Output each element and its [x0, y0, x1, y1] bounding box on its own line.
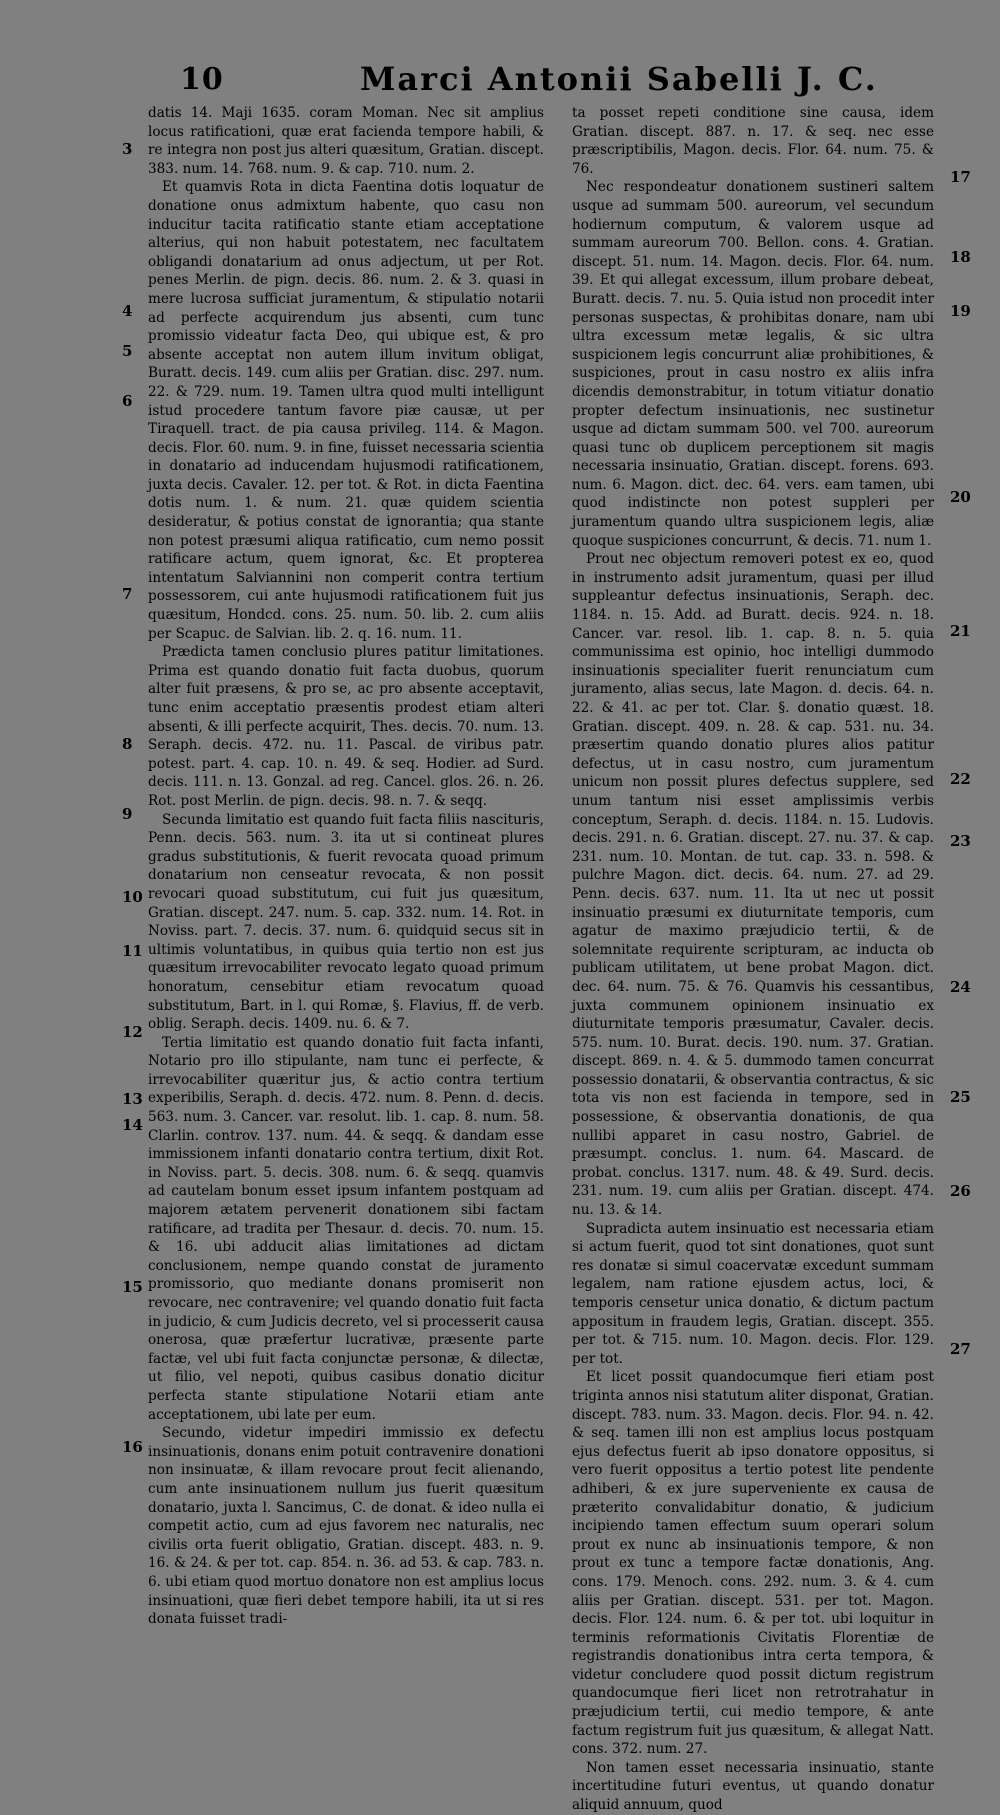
page-number: 10	[180, 62, 224, 97]
margin-marker-right: 19	[950, 302, 971, 320]
right-paragraph-4: Supradicta autem insinuatio est necessaria etiam si actum fuerit, quod tot sint donationes, quot sunt res donatæ si simul coacervatæ excedunt summam legalem, nam ratione ejusdem actus, loci, & temporis censetur unica donatio, & dictum pactum appositum in fraudem legis, Gratian. discept. 355. per tot. & 715. num. 10. Magon. decis. Flor. 129. per tot.	[572, 1220, 934, 1367]
margin-marker-left: 7	[122, 585, 133, 603]
margin-marker-left: 9	[122, 805, 133, 823]
margin-marker-left: 3	[122, 140, 133, 158]
right-column	[572, 104, 934, 1815]
left-paragraph-1: datis 14. Maji 1635. coram Moman. Nec sit amplius locus ratificationi, quæ erat facienda tempore habili, & re integra non post jus alteri quæsitum, Gratian. discept. 383. num. 14. 768. num. 9. & cap. 710. num. 2.	[148, 105, 544, 177]
margin-marker-right: 22	[950, 770, 971, 788]
right-paragraph-5: Et licet possit quandocumque fieri etiam post triginta annos nisi statutum aliter disponat, Gratian. discept. 783. num. 33. Magon. decis. Flor. 94. n. 42. & seq. tamen illi non est amplius locus postquam ejus defectus fuerit ab ipso donatore oppositus, si vero fuerit oppositus a tertio potest lite pendente adhiberi, & ex jure superveniente ex causa de præterito convalidabitur donatio, & judicium incipiendo tamen effectum suum operari solum prout ex nunc ab insinuationis tempore, & non prout ex tunc a tempore factæ donationis, Ang. cons. 179. Menoch. cons. 292. num. 3. & 4. cum aliis per Gratian. discept. 531. per tot. Magon. decis. Flor. 124. num. 6. & per tot. ubi loquitur in terminis reformationis Civitatis Florentiæ de registrandis donationibus intra certa tempora, & videtur concludere quod possit dictum registrum quandocumque fieri licet non retrotrahatur in præjudicium tertii, cui medio tempore, & ante factum registrum fuit jus quæsitum, & allegat Natt. cons. 372. num. 27.	[572, 1369, 934, 1758]
margin-marker-left: 14	[122, 1116, 143, 1134]
margin-marker-left: 10	[122, 888, 143, 906]
margin-marker-right: 21	[950, 622, 971, 640]
margin-marker-left: 15	[122, 1278, 143, 1296]
margin-marker-left: 12	[122, 1023, 143, 1041]
left-paragraph-2: Et quamvis Rota in dicta Faentina dotis loquatur de donatione onus admixtum habente, quo casu non inducitur tacita ratificatio stante etiam acceptatione alterius, qui non habuit potestatem, nec facultatem obligandi donatarium ad onus adjectum, ut per Rot. penes Merlin. de pign. decis. 86. num. 2. & 3. quasi in mere lucrosa sufficiat juramentum, & stipulatio notarii ad perfecte acquirendum jus absenti, cum tunc promissio videatur facta Deo, qui ubique est, & pro absente acceptat non autem illum invitum obligat, Buratt. decis. 149. cum aliis per Gratian. disc. 297. num. 22. & 729. num. 19. Tamen ultra quod multi intelligunt istud procedere tantum favore piæ causæ, ut per Tiraquell. tract. de pia causa privileg. 114. & Magon. decis. Flor. 60. num. 9. in fine, fuisset necessaria scientia in donatario ad inducendam hujusmodi ratificationem, juxta decis. Cavaler. 12. per tot. & Rot. in dicta Faentina dotis num. 1. & num. 21. quæ quidem scientia desideratur, & potius constat de ignorantia; qua stante non potest præsumi aliqua ratificatio, cum nemo possit ratificare actum, quem ignorat, &c. Et propterea intentatum Salviannini non comperit contra tertium possessorem, cui ante hujusmodi ratificationem fuit jus quæsitum, Hondcd. cons. 25. num. 50. lib. 2. cum aliis per Scapuc. de Salvian. lib. 2. q. 16. num. 11.	[148, 179, 544, 642]
margin-marker-right: 18	[950, 248, 971, 266]
left-column	[148, 104, 544, 1629]
margin-marker-left: 8	[122, 735, 133, 753]
left-paragraph-5: Tertia limitatio est quando donatio fuit facta infanti, Notario pro illo stipulante, nam tunc ei perfecte, & irrevocabiliter quæritur jus, & actio contra tertium experibilis, Seraph. d. decis. 472. num. 8. Penn. d. decis. 563. num. 3. Cancer. var. resolut. lib. 1. cap. 8. num. 58. Clarlin. controv. 137. num. 44. & seqq. & dandam esse immissionem infanti donatario contra tertium, dixit Rot. in Noviss. part. 5. decis. 308. num. 6. & seqq. quamvis ad cautelam bonum esset ipsum infantem postquam ad majorem ætatem pervenerit donationem sibi factam ratificare, ad tradita per Thesaur. d. decis. 70. num. 15. & 16. ubi adducit alias limitationes ad dictam conclusionem, nempe quando constat de juramento promissorio, quo mediante donans promiserit non revocare, nec contravenire; vel quando donatio fuit facta in judicio, & cum Judicis decreto, vel si processerit causa onerosa, quæ præfertur lucrativæ, præsente parte factæ, vel ubi fuit facta conjunctæ personæ, & dilectæ, ut filio, vel nepoti, quibus casibus donatio dicitur perfecta stante stipulatione Notarii etiam ante acceptationem, ubi late per eum.	[148, 1034, 544, 1423]
margin-marker-right: 26	[950, 1182, 971, 1200]
margin-marker-right: 20	[950, 488, 971, 506]
margin-marker-left: 16	[122, 1438, 143, 1456]
margin-marker-right: 25	[950, 1088, 971, 1106]
margin-marker-left: 13	[122, 1090, 143, 1108]
right-paragraph-6: Non tamen esset necessaria insinuatio, stante incertitudine futuri eventus, ut quando donatur aliquid annuum, quod	[572, 1759, 934, 1814]
margin-marker-left: 5	[122, 342, 133, 360]
margin-marker-left: 4	[122, 302, 133, 320]
margin-marker-right: 24	[950, 978, 971, 996]
left-paragraph-6: Secundo, videtur impediri immissio ex defectu insinuationis, donans enim potuit contravenire donationi non insinuatæ, & illam revocare prout fecit alienando, cum ante insinuationem nullum jus fuerit quæsitum donatario, juxta l. Sancimus, C. de donat. & ideo nulla ei competit actio, cum ad ejus favorem nec naturalis, nec civilis orta fuerit obligatio, Gratian. discept. 483. n. 9. 16. & 24. & per tot. cap. 854. n. 36. ad 53. & cap. 783. n. 6. ubi etiam quod mortuo donatore non est amplius locus insinuationi, quæ fieri debet tempore habili, ita ut si res donata fuisset tradi-	[148, 1425, 544, 1628]
margin-marker-right: 17	[950, 168, 971, 186]
margin-marker-right: 27	[950, 1340, 971, 1358]
margin-marker-right: 23	[950, 832, 971, 850]
running-title: Marci Antonii Sabelli J. C.	[360, 60, 878, 98]
margin-marker-left: 11	[122, 942, 143, 960]
right-paragraph-1: ta posset repeti conditione sine causa, idem Gratian. discept. 887. n. 17. & seq. nec esse præscriptibilis, Magon. decis. Flor. 64. num. 75. & 76.	[572, 105, 934, 177]
right-paragraph-3: Prout nec objectum removeri potest ex eo, quod in instrumento adsit juramentum, quasi per illud suppleantur defectus insinuationis, Seraph. dec. 1184. n. 15. Add. ad Buratt. decis. 924. n. 18. Cancer. var. resol. lib. 1. cap. 8. n. 5. quia communissima est opinio, hoc intelligi dummodo insinuationis specialiter fuerit renunciatum cum juramento, alias secus, late Magon. d. decis. 64. n. 22. & 41. ac per tot. Clar. §. donatio quæst. 18. Gratian. discept. 409. n. 28. & cap. 531. nu. 34. præsertim quando donatio plures alios patitur defectus, ut in casu nostro, cum juramentum unicum non possit plures defectus supplere, sed unum tantum nisi esset amplissimis verbis conceptum, Seraph. d. decis. 1184. n. 15. Ludovis. decis. 291. n. 6. Gratian. discept. 27. nu. 37. & cap. 231. num. 10. Montan. de tut. cap. 33. n. 598. & pulchre Magon. dict. decis. 64. num. 27. ad 29. Penn. decis. 637. num. 11. Ita ut nec ut possit insinuatio præsumi ex diuturnitate temporis, cum agatur de maximo præjudicio tertii, & de solemnitate requirente scripturam, ac inducta ob publicam utilitatem, ut bene probat Magon. dict. dec. 64. num. 75. & 76. Quamvis his cessantibus, juxta communem opinionem insinuatio ex diuturnitate temporis præsumatur, Cavaler. decis. 575. num. 10. Burat. decis. 190. num. 37. Gratian. discept. 869. n. 4. & 5. dummodo tamen concurrat possessio donatarii, & observantia contractus, & sic tota vis non est facienda in tempore, sed in possessione, & observantia donationis, de qua nullibi apparet in casu nostro, Gabriel. de præsumpt. conclus. 1. num. 64. Mascard. de probat. conclus. 1317. num. 48. & 49. Surd. decis. 231. num. 19. cum aliis per Gratian. discept. 474. nu. 13. & 14.	[572, 551, 934, 1219]
right-paragraph-2: Nec respondeatur donationem sustineri saltem usque ad summam 500. aureorum, vel secundum hodiernum computum, & valorem usque ad summam aureorum 700. Bellon. cons. 4. Gratian. discept. 51. num. 14. Magon. decis. Flor. 64. num. 39. Et qui allegat excessum, illum probare debeat, Buratt. decis. 7. nu. 5. Quia istud non procedit inter personas suspectas, & prohibitas donare, nam ubi ultra excessum metæ legalis, & sic ultra suspicionem legis concurrunt aliæ prohibitiones, & suspiciones, prout in casu nostro ex aliis infra dicendis demonstrabitur, in totum vitiatur donatio propter defectum insinuationis, nec sustinetur usque ad dictam summam 500. vel 700. aureorum quasi tunc ob duplicem perceptionem sit magis necessaria insinuatio, Gratian. discept. forens. 693. num. 6. Magon. dict. dec. 64. vers. eam tamen, ubi quod indistincte non potest suppleri per juramentum quando ultra suspicionem legis, aliæ quoque suspiciones concurrunt, & decis. 71. num 1.	[572, 179, 934, 549]
left-paragraph-4: Secunda limitatio est quando fuit facta filiis nascituris, Penn. decis. 563. num. 3. ita ut si contineat plures gradus substitutionis, & fuerit revocata quoad primum donatarium non censeatur revocata, & non possit revocari quoad substitutum, cui fuit jus quæsitum, Gratian. discept. 247. num. 5. cap. 332. num. 14. Rot. in Noviss. part. 7. decis. 37. num. 6. quidquid secus sit in ultimis voluntatibus, in quibus quia tertio non est jus quæsitum irrevocabiliter revocato legato quoad primum honoratum, censebitur etiam revocatum quoad substitutum, Bart. in l. qui Romæ, §. Flavius, ff. de verb. oblig. Seraph. decis. 1409. nu. 6. & 7.	[148, 811, 544, 1033]
left-paragraph-3: Prædicta tamen conclusio plures patitur limitationes. Prima est quando donatio fuit facta duobus, quorum alter fuit præsens, & pro se, ac pro absente acceptavit, tunc enim acceptatio præsentis prodest etiam alteri absenti, & illi perfecte acquirit, Thes. decis. 70. num. 13. Seraph. decis. 472. nu. 11. Pascal. de viribus patr. potest. part. 4. cap. 10. n. 49. & seq. Hodier. ad Surd. decis. 111. n. 13. Gonzal. ad reg. Cancel. glos. 26. n. 26. Rot. post Merlin. de pign. decis. 98. n. 7. & seqq.	[148, 644, 544, 809]
margin-marker-left: 6	[122, 392, 133, 410]
